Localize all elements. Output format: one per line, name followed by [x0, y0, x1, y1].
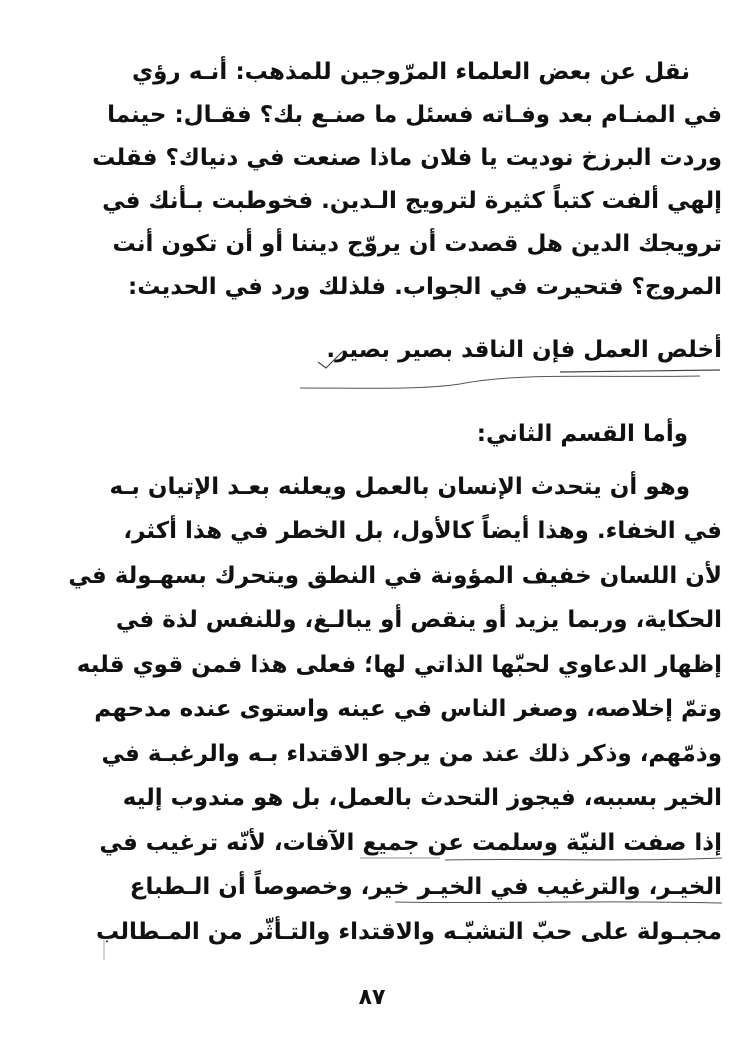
text-line: الخير بسببه، فيجوز التحدث بالعمل، بل هو مندوب إليه — [122, 785, 722, 811]
underline-mark — [395, 902, 722, 903]
text-line: وذمّهم، وذكر ذلك عند من يرجو الاقتداء بـه والرغبـة في — [101, 741, 722, 767]
text-line: الحكاية، وربما يزيد أو ينقص أو يبالـغ، وللنفس لذة في — [115, 607, 722, 633]
text-line: المروج؟ فتحيرت في الجواب. فلذلك ورد في الحديث: — [128, 274, 722, 300]
text-line: ترويجك الدين هل قصدت أن يروّج ديننا أو أن تكون أنت — [112, 231, 722, 257]
underline-mark — [560, 370, 720, 372]
text-line: الخيـر، والترغيب في الخيـر خير، وخصوصاً أن الـطباع — [129, 874, 722, 900]
text-line: نقل عن بعض العلماء المرّوجين للمذهب: أنـه رؤي — [132, 59, 690, 85]
text-line: وهو أن يتحدث الإنسان بالعمل ويعلنه بعـد الإتيان بـه — [109, 474, 690, 500]
text-line: إظهار الدعاوي لحبّها الذاتي لها؛ فعلى هذا فمن قوي قلبه — [76, 652, 722, 678]
text-line: وتمّ إخلاصه، وصغر الناس في عينه واستوى عنده مدحهم — [94, 696, 722, 722]
page-number: ٨٧ — [358, 985, 386, 1010]
text-line: في الخفاء. وهذا أيضاً كالأول، بل الخطر في هذا أكثر، — [123, 518, 722, 544]
text-line: أخلص العمل فإن الناقد بصير بصير. — [326, 337, 722, 363]
text-line: وردت البرزخ نوديت يا فلان ماذا صنعت في دنياك؟ فقلت — [92, 145, 722, 171]
text-line: مجبـولة على حبّ التشبّـه والاقتداء والتـأثّر من المـطالب — [95, 919, 722, 945]
check-mark — [318, 352, 342, 368]
text-line: إذا صفت النيّة وسلمت عن جميع الآفات، لأنّه ترغيب في — [99, 830, 722, 856]
underline-mark — [300, 376, 700, 388]
underline-mark — [445, 858, 722, 860]
section-heading: وأما القسم الثاني: — [476, 421, 688, 447]
text-line: لأن اللسان خفيف المؤونة في النطق ويتحرك بسهـولة في — [68, 563, 722, 589]
text-line: في المنـام بعد وفـاته فسئل ما صنـع بك؟ فقـال: حينما — [107, 102, 722, 128]
text-line: إلهي ألفت كتباً كثيرة لترويج الـدين. فخوطبت بـأنك في — [102, 188, 722, 214]
